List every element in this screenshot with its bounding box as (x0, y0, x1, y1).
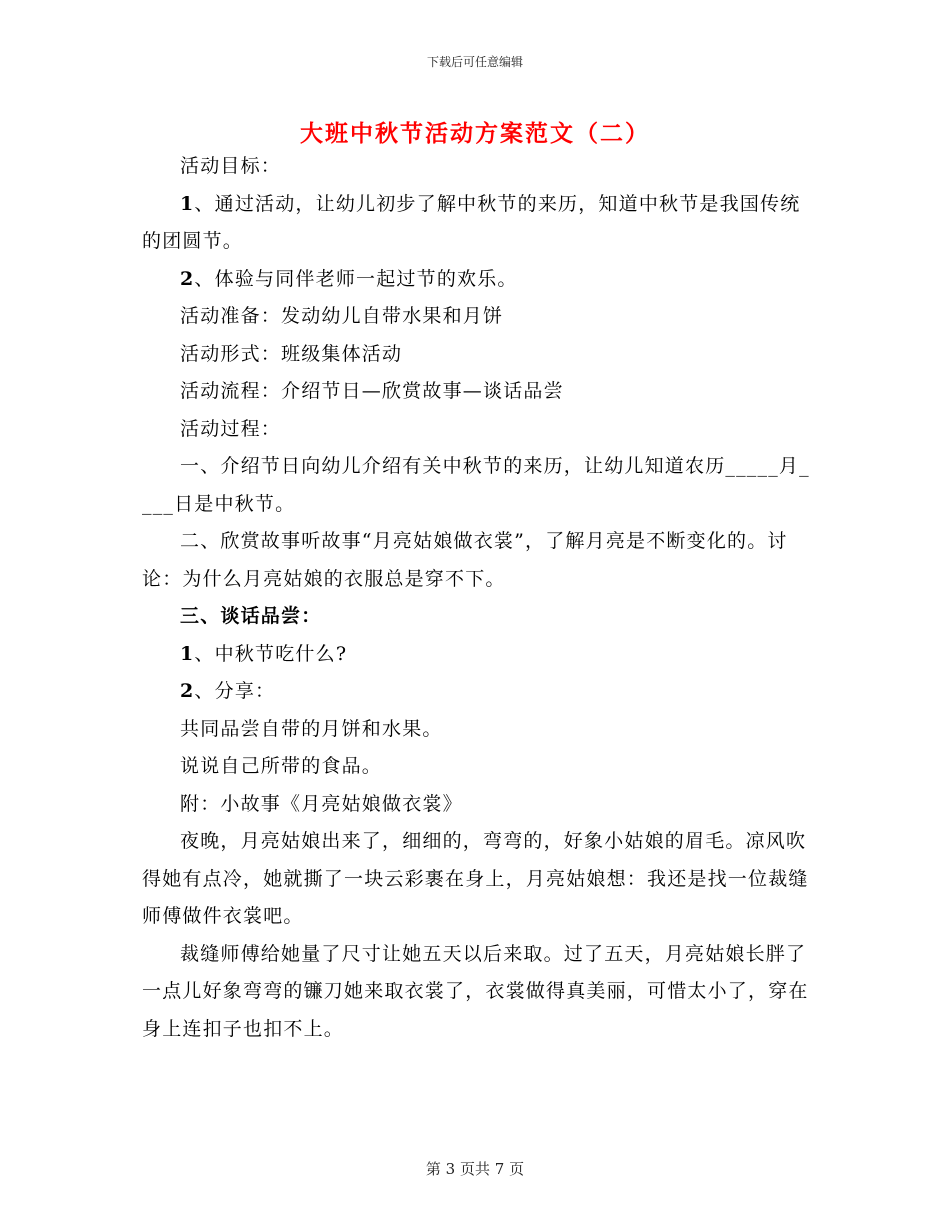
paragraph (142, 748, 810, 786)
paragraph (142, 711, 810, 749)
paragraph (142, 261, 810, 299)
paragraph (142, 298, 810, 336)
paragraph-text: 裁缝师傅给她量了尺寸让她五天以后来取。过了五天，月亮姑娘长胖了一点儿好象弯弯的镰刀她来取衣裳了，衣裳做得真美丽，可惜太小了，穿在身上连扣子也扣不上。 (142, 942, 809, 1040)
list-number: 2 (180, 680, 195, 702)
paragraph-text: 夜晚，月亮姑娘出来了，细细的，弯弯的，好象小姑娘的眉毛。凉风吹得她有点冷，她就撕了一块云彩裹在身上，月亮姑娘想：我还是找一位裁缝师傅做件衣裳吧。 (142, 830, 809, 927)
paragraph (142, 411, 810, 449)
paragraph (142, 186, 810, 261)
paragraph-text: 活动目标： (180, 155, 282, 177)
paragraph-text: 活动过程： (180, 417, 282, 440)
paragraph-text: 说说自己所带的食品。 (180, 755, 383, 777)
paragraph-text: 、中秋节吃什么? (194, 642, 348, 665)
paragraph (142, 786, 810, 824)
header-note: 下载后可任意编辑 (426, 55, 523, 69)
paragraph-text: 、体验与同伴老师一起过节的欢乐。 (194, 267, 518, 290)
paragraph-text: 活动准备：发动幼儿自带水果和月饼 (180, 305, 504, 327)
paragraph (142, 823, 810, 936)
paragraph (142, 148, 810, 186)
paragraph (142, 336, 810, 374)
paragraph (142, 523, 810, 598)
paragraph-text: 附：小故事《月亮姑娘做衣裳》 (180, 792, 463, 815)
paragraph (142, 673, 810, 711)
paragraph (142, 598, 810, 636)
paragraph-text: 共同品尝自带的月饼和水果。 (180, 717, 443, 740)
page-footer: 第 3 页共 7 页 (425, 1160, 525, 1178)
paragraph (142, 448, 810, 523)
paragraph-text: 二、欣赏故事听故事“月亮姑娘做衣裳”，了解月亮是不断变化的。讨论：为什么月亮姑娘的衣服总是穿不下。 (142, 530, 788, 590)
paragraph-text: 活动形式：班级集体活动 (180, 342, 403, 365)
paragraph-text: 活动流程：介绍节日—欣赏故事—谈话品尝 (180, 380, 564, 402)
paragraph (142, 373, 810, 411)
document-title: 大班中秋节活动方案范文（二） (300, 120, 650, 147)
document-body (142, 148, 810, 1048)
paragraph-text: 、通过活动，让幼儿初步了解中秋节的来历，知道中秋节是我国传统的团圆节。 (142, 192, 801, 252)
list-number: 2 (180, 267, 195, 290)
list-number: 1 (180, 642, 195, 665)
paragraph-text: 、分享： (194, 680, 276, 702)
paragraph-text: 三、谈话品尝： (180, 605, 322, 627)
paragraph-text: 一、介绍节日向幼儿介绍有关中秋节的来历，让幼儿知道农历_____月____日是中秋节。 (142, 455, 810, 515)
paragraph (142, 636, 810, 674)
list-number: 1 (180, 192, 195, 215)
paragraph (142, 936, 810, 1049)
